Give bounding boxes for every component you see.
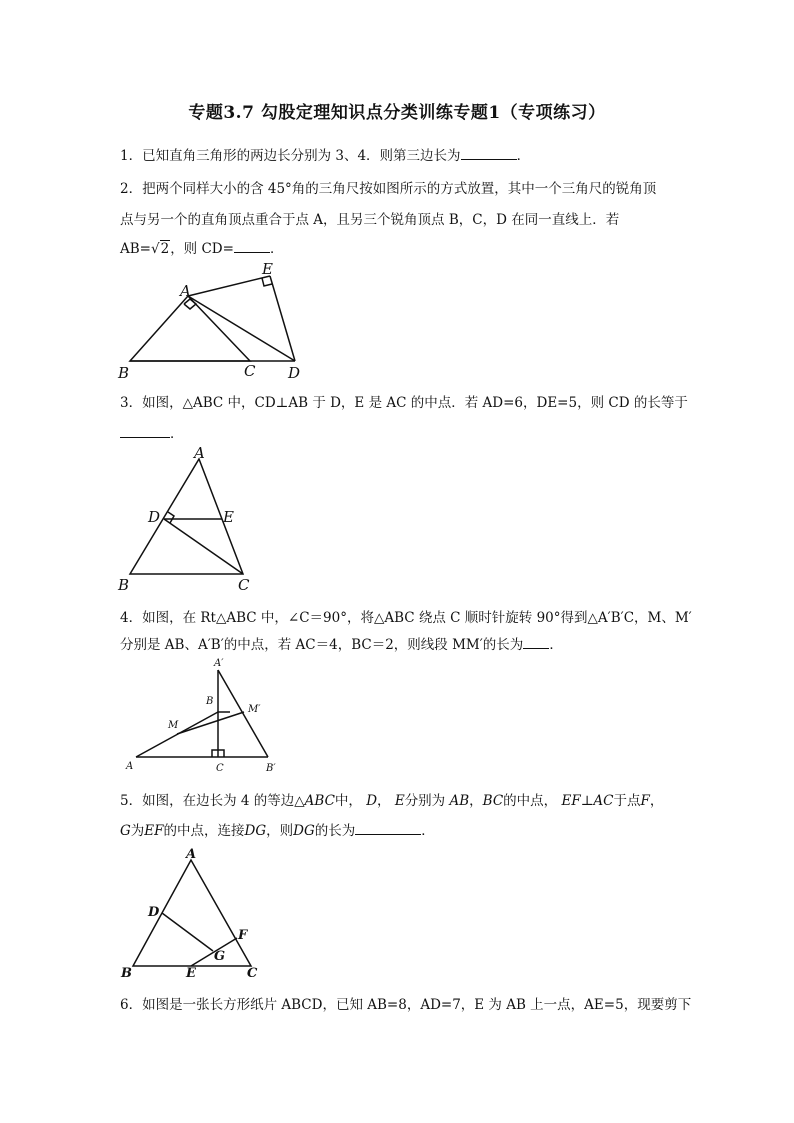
q5-triangle: △ABC [294, 793, 335, 809]
page-title: 专题3.7 勾股定理知识点分类训练专题1（专项练习） [188, 103, 606, 123]
line-ab [136, 712, 218, 757]
label-b-prime: B′ [266, 763, 276, 774]
q4-text: 分别是 AB、A′B′的中点，若 AC＝4，BC＝2，则线段 MM′的长为 [120, 637, 524, 653]
answer-blank [461, 147, 517, 160]
q5-g: G [120, 823, 131, 839]
answer-blank [523, 636, 549, 649]
triangle-abc [130, 296, 250, 361]
q5-text-i: 的长为 [314, 823, 356, 839]
q1-end: ． [516, 148, 531, 164]
label-d: D [148, 508, 161, 526]
q6-line-1: 6．如图是一张长方形纸片 ABCD，已知 AB=8，AD=7，E 为 AB 上一点，AE=5，现要剪下 [120, 997, 692, 1013]
question-1 [120, 144, 530, 164]
label-c: C [216, 763, 224, 774]
label-e: E [223, 508, 234, 526]
right-angle-mark-d [168, 512, 174, 523]
line-dg [162, 913, 213, 951]
q5-ac: AC [593, 793, 614, 809]
q3-line-2 [120, 422, 184, 442]
q5-ab: AB [449, 793, 470, 809]
q5-ef: EF [561, 793, 581, 809]
figure-q4 [120, 652, 290, 777]
label-g: G [214, 949, 226, 964]
q5-ef-2: EF [144, 823, 164, 839]
q5-e: E [394, 793, 405, 809]
label-c: C [238, 576, 250, 594]
q4-line-1: 4．如图，在 Rt△ABC 中，∠C＝90°，将△ABC 绕点 C 顺时针旋转 90°得到△A′B′C，M、M′ [120, 610, 692, 626]
q5-text-f: 为 [130, 823, 145, 839]
q5-dg: DG [244, 823, 267, 839]
radicand: 2 [160, 241, 170, 257]
label-a: A [126, 761, 134, 772]
q5-text-d: 的中点， [503, 793, 558, 809]
label-e: E [186, 966, 196, 981]
q2-ab-label: AB= [120, 241, 151, 257]
sqrt-symbol: √2 [150, 241, 170, 257]
figure-q5 [115, 846, 275, 981]
q4-line-2 [120, 633, 563, 653]
q5-text-g: 的中点，连接 [163, 823, 245, 839]
label-a: A [194, 444, 205, 462]
label-f: F [238, 928, 248, 943]
q5-line-2 [120, 819, 435, 839]
label-b: B [118, 364, 130, 382]
label-a-prime: A′ [214, 658, 224, 669]
label-d: D [148, 905, 160, 920]
label-b: B [206, 696, 214, 707]
q5-f: F [640, 793, 650, 809]
q5-dg-2: DG [293, 823, 315, 839]
q5-comma: ， [377, 793, 391, 809]
q5-text-h: ，则 [266, 823, 294, 839]
q2-end: ． [269, 241, 284, 257]
answer-blank [355, 822, 421, 835]
label-m: M [168, 720, 179, 731]
label-c: C [247, 966, 258, 981]
q5-line-1: 5．如图，在边长为 4 的等边△ABC中， D， E分别为 AB，BC的中点， EF⊥AC于点F， [120, 793, 664, 809]
label-b: B [121, 966, 132, 981]
label-e: E [262, 260, 273, 278]
q5-text-b: 中， [334, 793, 362, 809]
q5-bc: BC [482, 793, 504, 809]
line-ae [188, 276, 270, 296]
q2-line-2: 点与另一个的直角顶点重合于点 A，且另三个锐角顶点 B，C，D 在同一直线上．若 [120, 212, 620, 228]
q3-end: ． [170, 426, 184, 442]
q2-cd-label: ，则 CD= [170, 241, 234, 257]
line-dc [164, 519, 243, 574]
label-m-prime: M′ [248, 704, 261, 715]
q5-perp: ⊥ [580, 793, 594, 809]
label-b: B [118, 576, 130, 594]
label-a: A [180, 282, 191, 300]
q2-line-1: 2．把两个同样大小的含 45°角的三角尺按如图所示的方式放置，其中一个三角尺的锐角顶 [120, 181, 657, 197]
q4-end: ． [549, 637, 563, 653]
answer-blank [120, 425, 170, 438]
q5-text-e: 于点 [613, 793, 641, 809]
q5-text-c: 分别为 [404, 793, 446, 809]
q3-line-1: 3．如图，△ABC 中，CD⊥AB 于 D，E 是 AC 的中点．若 AD=6，DE=5，则 CD 的长等于 [120, 395, 688, 411]
label-a: A [186, 847, 197, 862]
q5-end: ． [421, 823, 435, 839]
q5-d: D [366, 793, 378, 809]
q5-text-a: 5．如图，在边长为 4 的等边 [120, 793, 295, 809]
q1-text: 1．已知直角三角形的两边长分别为 3、4．则第三边长为 [120, 148, 461, 164]
label-c: C [244, 362, 256, 380]
figure-q3 [110, 444, 270, 594]
figure-q2 [110, 258, 310, 383]
q2-line-3 [120, 237, 283, 257]
label-d: D [288, 364, 301, 382]
answer-blank [234, 240, 270, 253]
